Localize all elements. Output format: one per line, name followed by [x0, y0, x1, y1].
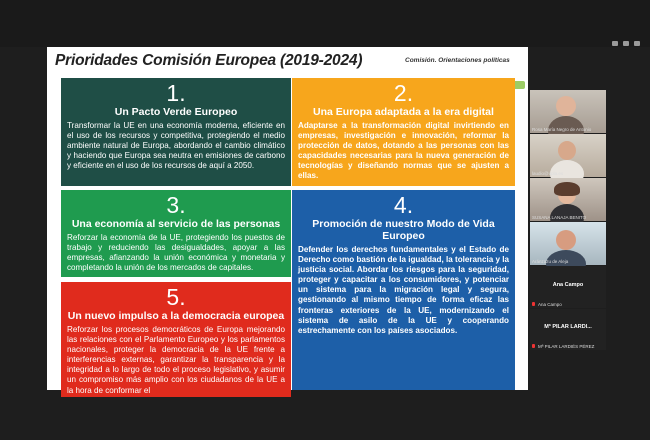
participant-video-tile[interactable] [530, 90, 606, 133]
card-heading: Una economía al servicio de las personas [71, 218, 281, 230]
minimize-icon[interactable] [612, 41, 618, 46]
card-heading: Promoción de nuestro Modo de Vida Europeo [312, 218, 495, 242]
participant-label: SUSANA LANAJA BENITO [532, 215, 587, 220]
participant-label: Aránzazu de Aleja [532, 259, 569, 264]
meeting-top-bar [0, 0, 650, 47]
card-number: 2. [393, 80, 414, 106]
priority-card-1 [61, 78, 291, 186]
participant-label: Mª PILAR LARDIÉS PÉREZ [538, 344, 595, 349]
participant-name-tile[interactable] [530, 266, 606, 308]
muted-mic-icon [532, 344, 535, 348]
card-number: 3. [166, 192, 186, 218]
fullscreen-icon[interactable] [634, 41, 640, 46]
participant-label: laudio@upla.es [532, 171, 564, 176]
participant-label: Ana Campo [538, 302, 562, 307]
card-number: 4. [393, 192, 414, 218]
participant-avatar [556, 96, 576, 116]
participant-name: Ana Campo [552, 282, 584, 288]
card-number: 5. [166, 284, 186, 310]
layout-icon[interactable] [623, 41, 629, 46]
participant-avatar [558, 141, 576, 160]
priority-card-5 [61, 282, 291, 397]
card-number: 1. [166, 80, 186, 106]
card-heading: Un nuevo impulso a la democracia europea [67, 310, 285, 322]
participant-video-tile[interactable] [530, 222, 606, 265]
card-heading: Una Europa adaptada a la era digital [313, 106, 494, 118]
participant-avatar [556, 230, 576, 250]
participants-panel [530, 90, 606, 350]
participant-hair [554, 182, 580, 196]
card-heading: Un Pacto Verde Europeo [114, 106, 238, 118]
participant-video-tile[interactable] [530, 134, 606, 177]
window-controls [612, 41, 640, 46]
participant-name: Mª PILAR LARDI... [544, 324, 592, 330]
participant-label: Rosa María Negro de Antonio [532, 127, 592, 132]
card-body: Adaptarse a la transformación digital invirtiendo en empresas, investigación e innovación, reformar la protección de datos, dotando a las personas con las capacidades necesarias para la nueva generación de tecnologías y diseñando normas que se ajusten a ellas. [298, 121, 509, 181]
slide-title: Prioridades Comisión Europea (2019-2024) [55, 52, 363, 69]
shared-slide [47, 47, 528, 395]
priority-card-3 [61, 190, 291, 277]
card-body: Reforzar la economía de la UE, protegiendo los puestos de trabajo y reduciendo las desigualdades, apoyar a las empresas, afianzando la unión económica y monetaria y completando la unión de los mercados de capitales. [67, 233, 285, 273]
card-body: Defender los derechos fundamentales y el Estado de Derecho como bastión de la igualdad, la tolerancia y la justicia social. Abordar los riesgos para la seguridad, proteger y capacitar a los consumidores, y potenciar un sistema para la migración legal y segura, gestionando al mismo tiempo de forma eficaz las fronteras exteriores de la UE, modernizando el sistema de asilo de la UE y cooperando estrechamente con los países asociados. [298, 245, 509, 335]
slide-subtitle: Comisión. Orientaciones políticas [405, 57, 510, 64]
participant-name-tile[interactable] [530, 309, 606, 350]
priority-card-2 [292, 78, 515, 186]
participant-video-tile[interactable] [530, 178, 606, 221]
priority-card-4 [292, 190, 515, 390]
card-body: Transformar la UE en una economía moderna, eficiente en el uso de los recursos y competitiva, protegiendo el medio ambiente natural de Europa, abordando el cambio climático y haciendo que Europa sea neutra en emisiones de carbono y eficiente en el uso de los recursos de aquí a 2050. [67, 121, 285, 171]
card-body: Reforzar los procesos democráticos de Europa mejorando las relaciones con el Parlamento Europeo y los parlamentos nacionales, proteger la democracia de la UE frente a interferencias externas, garantizar la transparencia y la integridad a lo largo de todo el proceso legislativo, y asumir un compromiso más amplio con los ciudadanos de la UE a la hora de conformar el [67, 325, 285, 395]
muted-mic-icon [532, 302, 535, 306]
